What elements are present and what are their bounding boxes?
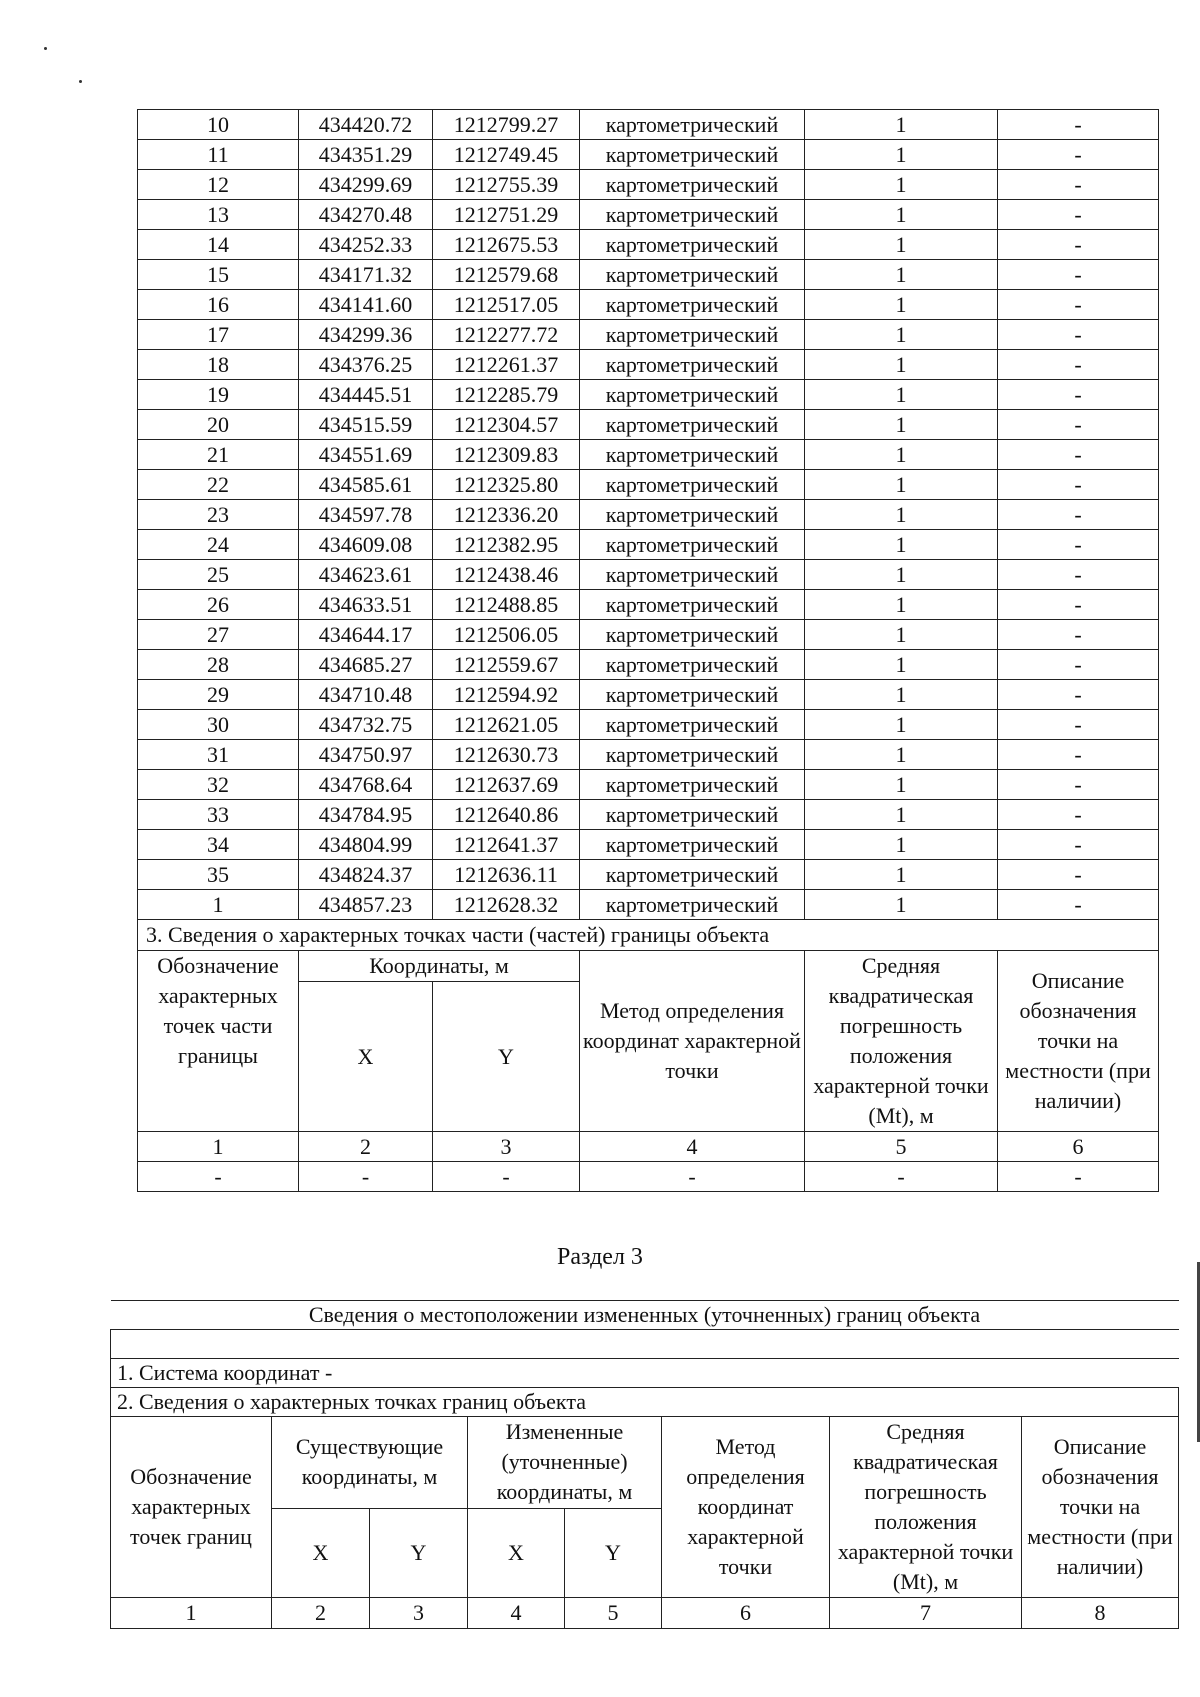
table-row bbox=[138, 560, 1159, 590]
cell-method: картометрический bbox=[580, 350, 805, 380]
cell-method: картометрический bbox=[580, 470, 805, 500]
cell-error-mt: 1 bbox=[805, 740, 998, 770]
cell-coord-x: 434824.37 bbox=[299, 860, 433, 890]
part-boundary-title: 3. Сведения о характерных точках части (частей) границы объекта bbox=[138, 920, 1159, 951]
cell-error-mt: 1 bbox=[805, 680, 998, 710]
cell-method: картометрический bbox=[580, 260, 805, 290]
cell-method: картометрический bbox=[580, 740, 805, 770]
table-row bbox=[138, 830, 1159, 860]
cell-method: картометрический bbox=[580, 500, 805, 530]
cell-coord-y: 1212755.39 bbox=[433, 170, 580, 200]
table-row bbox=[138, 170, 1159, 200]
column-number: 6 bbox=[998, 1132, 1159, 1162]
cell-description: - bbox=[998, 590, 1159, 620]
cell-coord-y: 1212628.32 bbox=[433, 890, 580, 920]
cell-description: - bbox=[998, 440, 1159, 470]
cell-coord-x: 434633.51 bbox=[299, 590, 433, 620]
cell-coord-x: 434750.97 bbox=[299, 740, 433, 770]
header-existing-y: Y bbox=[370, 1508, 468, 1598]
cell-coord-x: 434420.72 bbox=[299, 110, 433, 140]
cell-description: - bbox=[998, 860, 1159, 890]
table-row bbox=[138, 800, 1159, 830]
header-existing-x: X bbox=[272, 1508, 370, 1598]
cell-description: - bbox=[998, 560, 1159, 590]
header-error: Средняя квадратическая погрешность положения характерной точки (Mt), м bbox=[830, 1417, 1022, 1598]
cell-error-mt: 1 bbox=[805, 620, 998, 650]
cell-coord-y: 1212594.92 bbox=[433, 680, 580, 710]
column-number: 7 bbox=[830, 1598, 1022, 1629]
cell-coord-y: 1212382.95 bbox=[433, 530, 580, 560]
header-row bbox=[138, 951, 1159, 982]
section-title-row bbox=[138, 920, 1159, 951]
cell-coord-y: 1212636.11 bbox=[433, 860, 580, 890]
table-row bbox=[138, 260, 1159, 290]
table-row bbox=[138, 350, 1159, 380]
table-cell: - bbox=[998, 1162, 1159, 1192]
table-row bbox=[138, 710, 1159, 740]
column-number: 5 bbox=[805, 1132, 998, 1162]
blank-cell bbox=[111, 1330, 1179, 1359]
cell-description: - bbox=[998, 470, 1159, 500]
empty-data-row bbox=[138, 1162, 1159, 1192]
cell-method: картометрический bbox=[580, 410, 805, 440]
table-row bbox=[138, 470, 1159, 500]
table-cell: - bbox=[299, 1162, 433, 1192]
cell-description: - bbox=[998, 320, 1159, 350]
cell-error-mt: 1 bbox=[805, 320, 998, 350]
cell-error-mt: 1 bbox=[805, 590, 998, 620]
table-row bbox=[138, 500, 1159, 530]
cell-method: картометрический bbox=[580, 830, 805, 860]
cell-coord-y: 1212751.29 bbox=[433, 200, 580, 230]
cell-coord-x: 434804.99 bbox=[299, 830, 433, 860]
header-point-designation: Обозначение характерных точек части границы bbox=[138, 951, 299, 1132]
cell-point-number: 27 bbox=[138, 620, 299, 650]
cell-coord-y: 1212336.20 bbox=[433, 500, 580, 530]
table-row bbox=[138, 200, 1159, 230]
header-method: Метод определения координат характерной точки bbox=[580, 951, 805, 1132]
table-row bbox=[138, 530, 1159, 560]
cell-method: картометрический bbox=[580, 860, 805, 890]
table-row bbox=[138, 290, 1159, 320]
cell-method: картометрический bbox=[580, 560, 805, 590]
cell-coord-y: 1212277.72 bbox=[433, 320, 580, 350]
cell-point-number: 28 bbox=[138, 650, 299, 680]
cell-method: картометрический bbox=[580, 380, 805, 410]
cell-coord-x: 434710.48 bbox=[299, 680, 433, 710]
header-changed-y: Y bbox=[565, 1508, 662, 1598]
cell-point-number: 20 bbox=[138, 410, 299, 440]
cell-description: - bbox=[998, 620, 1159, 650]
table-row bbox=[138, 680, 1159, 710]
cell-description: - bbox=[998, 710, 1159, 740]
cell-error-mt: 1 bbox=[805, 410, 998, 440]
cell-error-mt: 1 bbox=[805, 650, 998, 680]
cell-point-number: 29 bbox=[138, 680, 299, 710]
table-row bbox=[138, 140, 1159, 170]
header-point-designation: Обозначение характерных точек границ bbox=[111, 1417, 272, 1598]
column-number: 1 bbox=[111, 1598, 272, 1629]
cell-coord-x: 434515.59 bbox=[299, 410, 433, 440]
table-row bbox=[138, 620, 1159, 650]
cell-point-number: 1 bbox=[138, 890, 299, 920]
cell-point-number: 35 bbox=[138, 860, 299, 890]
cell-error-mt: 1 bbox=[805, 440, 998, 470]
cell-error-mt: 1 bbox=[805, 800, 998, 830]
table-row bbox=[138, 890, 1159, 920]
cell-coord-y: 1212559.67 bbox=[433, 650, 580, 680]
cell-coord-x: 434270.48 bbox=[299, 200, 433, 230]
cell-coord-y: 1212637.69 bbox=[433, 770, 580, 800]
cell-coord-y: 1212261.37 bbox=[433, 350, 580, 380]
cell-point-number: 21 bbox=[138, 440, 299, 470]
table-cell: - bbox=[433, 1162, 580, 1192]
cell-error-mt: 1 bbox=[805, 350, 998, 380]
cell-error-mt: 1 bbox=[805, 140, 998, 170]
section-heading: Раздел 3 bbox=[557, 1244, 643, 1270]
cell-error-mt: 1 bbox=[805, 530, 998, 560]
cell-description: - bbox=[998, 410, 1159, 440]
table-row bbox=[138, 110, 1159, 140]
cell-coord-y: 1212438.46 bbox=[433, 560, 580, 590]
header-error: Средняя квадратическая погрешность положения характерной точки (Mt), м bbox=[805, 951, 998, 1132]
cell-point-number: 32 bbox=[138, 770, 299, 800]
cell-description: - bbox=[998, 800, 1159, 830]
cell-coord-y: 1212579.68 bbox=[433, 260, 580, 290]
header-coordinates: Координаты, м bbox=[299, 951, 580, 982]
column-number: 4 bbox=[468, 1598, 565, 1629]
cell-coord-x: 434551.69 bbox=[299, 440, 433, 470]
cell-coord-x: 434141.60 bbox=[299, 290, 433, 320]
column-number: 4 bbox=[580, 1132, 805, 1162]
cell-description: - bbox=[998, 380, 1159, 410]
scan-speck bbox=[44, 47, 47, 50]
header-y: Y bbox=[433, 982, 580, 1132]
cell-error-mt: 1 bbox=[805, 770, 998, 800]
cell-method: картометрический bbox=[580, 290, 805, 320]
table-row bbox=[138, 440, 1159, 470]
cell-coord-y: 1212630.73 bbox=[433, 740, 580, 770]
header-row bbox=[111, 1417, 1179, 1509]
table-cell: - bbox=[138, 1162, 299, 1192]
cell-point-number: 30 bbox=[138, 710, 299, 740]
cell-method: картометрический bbox=[580, 230, 805, 260]
cell-description: - bbox=[998, 530, 1159, 560]
cell-method: картометрический bbox=[580, 440, 805, 470]
column-number: 2 bbox=[299, 1132, 433, 1162]
header-changed-coords: Измененные (уточненные) координаты, м bbox=[468, 1417, 662, 1509]
cell-coord-x: 434171.32 bbox=[299, 260, 433, 290]
cell-description: - bbox=[998, 500, 1159, 530]
cell-coord-y: 1212304.57 bbox=[433, 410, 580, 440]
cell-method: картометрический bbox=[580, 620, 805, 650]
cell-coord-y: 1212640.86 bbox=[433, 800, 580, 830]
cell-description: - bbox=[998, 680, 1159, 710]
column-number: 6 bbox=[662, 1598, 830, 1629]
cell-method: картометрический bbox=[580, 110, 805, 140]
column-number: 8 bbox=[1022, 1598, 1179, 1629]
cell-point-number: 22 bbox=[138, 470, 299, 500]
cell-point-number: 26 bbox=[138, 590, 299, 620]
table-title: Сведения о местоположении измененных (уточненных) границ объекта bbox=[111, 1301, 1179, 1330]
cell-coord-x: 434784.95 bbox=[299, 800, 433, 830]
table-row bbox=[138, 410, 1159, 440]
cell-error-mt: 1 bbox=[805, 890, 998, 920]
column-number: 3 bbox=[433, 1132, 580, 1162]
cell-point-number: 18 bbox=[138, 350, 299, 380]
cell-coord-x: 434445.51 bbox=[299, 380, 433, 410]
cell-description: - bbox=[998, 200, 1159, 230]
cell-description: - bbox=[998, 350, 1159, 380]
cell-coord-x: 434609.08 bbox=[299, 530, 433, 560]
cell-description: - bbox=[998, 230, 1159, 260]
cell-description: - bbox=[998, 650, 1159, 680]
cell-point-number: 11 bbox=[138, 140, 299, 170]
cell-coord-x: 434644.17 bbox=[299, 620, 433, 650]
table-cell: - bbox=[580, 1162, 805, 1192]
cell-coord-x: 434685.27 bbox=[299, 650, 433, 680]
cell-coord-x: 434252.33 bbox=[299, 230, 433, 260]
cell-error-mt: 1 bbox=[805, 830, 998, 860]
header-x: X bbox=[299, 982, 433, 1132]
cell-method: картометрический bbox=[580, 680, 805, 710]
column-number: 3 bbox=[370, 1598, 468, 1629]
coord-system-row bbox=[111, 1359, 1179, 1388]
cell-method: картометрический bbox=[580, 800, 805, 830]
cell-description: - bbox=[998, 770, 1159, 800]
table-row bbox=[138, 650, 1159, 680]
cell-coord-y: 1212285.79 bbox=[433, 380, 580, 410]
table-row bbox=[138, 770, 1159, 800]
table-row bbox=[138, 860, 1159, 890]
column-numbers-row bbox=[111, 1598, 1179, 1629]
cell-coord-x: 434768.64 bbox=[299, 770, 433, 800]
cell-point-number: 13 bbox=[138, 200, 299, 230]
table-row bbox=[138, 320, 1159, 350]
cell-method: картометрический bbox=[580, 710, 805, 740]
cell-point-number: 19 bbox=[138, 380, 299, 410]
cell-coord-y: 1212488.85 bbox=[433, 590, 580, 620]
cell-method: картометрический bbox=[580, 200, 805, 230]
header-method: Метод определения координат характерной точки bbox=[662, 1417, 830, 1598]
cell-method: картометрический bbox=[580, 770, 805, 800]
cell-method: картометрический bbox=[580, 890, 805, 920]
cell-point-number: 10 bbox=[138, 110, 299, 140]
header-description: Описание обозначения точки на местности (при наличии) bbox=[998, 951, 1159, 1132]
header-existing-coords: Существующие координаты, м bbox=[272, 1417, 468, 1509]
cell-point-number: 14 bbox=[138, 230, 299, 260]
table-title-row bbox=[111, 1301, 1179, 1330]
cell-coord-x: 434623.61 bbox=[299, 560, 433, 590]
column-number: 5 bbox=[565, 1598, 662, 1629]
cell-description: - bbox=[998, 740, 1159, 770]
cell-coord-y: 1212621.05 bbox=[433, 710, 580, 740]
boundary-points-body bbox=[138, 110, 1159, 920]
table-row bbox=[138, 230, 1159, 260]
cell-description: - bbox=[998, 110, 1159, 140]
cell-description: - bbox=[998, 890, 1159, 920]
scan-speck bbox=[79, 80, 82, 83]
cell-error-mt: 1 bbox=[805, 560, 998, 590]
cell-point-number: 31 bbox=[138, 740, 299, 770]
cell-coord-y: 1212641.37 bbox=[433, 830, 580, 860]
cell-error-mt: 1 bbox=[805, 710, 998, 740]
cell-description: - bbox=[998, 170, 1159, 200]
cell-point-number: 12 bbox=[138, 170, 299, 200]
points-title: 2. Сведения о характерных точках границ объекта bbox=[111, 1388, 1179, 1417]
cell-coord-x: 434857.23 bbox=[299, 890, 433, 920]
cell-method: картометрический bbox=[580, 320, 805, 350]
cell-method: картометрический bbox=[580, 650, 805, 680]
header-description: Описание обозначения точки на местности (при наличии) bbox=[1022, 1417, 1179, 1598]
cell-coord-x: 434299.36 bbox=[299, 320, 433, 350]
header-changed-x: X bbox=[468, 1508, 565, 1598]
table-cell: - bbox=[805, 1162, 998, 1192]
cell-coord-y: 1212517.05 bbox=[433, 290, 580, 320]
cell-point-number: 16 bbox=[138, 290, 299, 320]
cell-coord-y: 1212506.05 bbox=[433, 620, 580, 650]
cell-point-number: 33 bbox=[138, 800, 299, 830]
cell-error-mt: 1 bbox=[805, 200, 998, 230]
cell-method: картометрический bbox=[580, 140, 805, 170]
cell-coord-y: 1212309.83 bbox=[433, 440, 580, 470]
cell-error-mt: 1 bbox=[805, 290, 998, 320]
cell-method: картометрический bbox=[580, 170, 805, 200]
cell-error-mt: 1 bbox=[805, 380, 998, 410]
cell-coord-x: 434585.61 bbox=[299, 470, 433, 500]
cell-point-number: 25 bbox=[138, 560, 299, 590]
cell-coord-x: 434376.25 bbox=[299, 350, 433, 380]
cell-description: - bbox=[998, 140, 1159, 170]
cell-coord-y: 1212325.80 bbox=[433, 470, 580, 500]
column-number: 2 bbox=[272, 1598, 370, 1629]
cell-description: - bbox=[998, 290, 1159, 320]
coord-system: 1. Система координат - bbox=[111, 1359, 1179, 1388]
cell-coord-x: 434732.75 bbox=[299, 710, 433, 740]
cell-coord-x: 434299.69 bbox=[299, 170, 433, 200]
cell-coord-y: 1212749.45 bbox=[433, 140, 580, 170]
table-row bbox=[138, 590, 1159, 620]
part-boundary-section bbox=[138, 920, 1159, 1192]
blank-row bbox=[111, 1330, 1179, 1359]
cell-coord-x: 434351.29 bbox=[299, 140, 433, 170]
column-number: 1 bbox=[138, 1132, 299, 1162]
cell-point-number: 15 bbox=[138, 260, 299, 290]
cell-method: картометрический bbox=[580, 530, 805, 560]
cell-error-mt: 1 bbox=[805, 110, 998, 140]
cell-point-number: 34 bbox=[138, 830, 299, 860]
cell-coord-x: 434597.78 bbox=[299, 500, 433, 530]
column-numbers-row bbox=[138, 1132, 1159, 1162]
cell-error-mt: 1 bbox=[805, 500, 998, 530]
table-row bbox=[138, 380, 1159, 410]
boundary-points-table bbox=[137, 109, 1159, 1192]
cell-error-mt: 1 bbox=[805, 860, 998, 890]
cell-error-mt: 1 bbox=[805, 230, 998, 260]
points-title-row bbox=[111, 1388, 1179, 1417]
cell-error-mt: 1 bbox=[805, 260, 998, 290]
cell-description: - bbox=[998, 260, 1159, 290]
cell-error-mt: 1 bbox=[805, 470, 998, 500]
cell-point-number: 24 bbox=[138, 530, 299, 560]
cell-description: - bbox=[998, 830, 1159, 860]
cell-error-mt: 1 bbox=[805, 170, 998, 200]
changed-boundaries-table bbox=[110, 1300, 1179, 1629]
cell-coord-y: 1212799.27 bbox=[433, 110, 580, 140]
cell-coord-y: 1212675.53 bbox=[433, 230, 580, 260]
cell-method: картометрический bbox=[580, 590, 805, 620]
cell-point-number: 17 bbox=[138, 320, 299, 350]
cell-point-number: 23 bbox=[138, 500, 299, 530]
table-row bbox=[138, 740, 1159, 770]
